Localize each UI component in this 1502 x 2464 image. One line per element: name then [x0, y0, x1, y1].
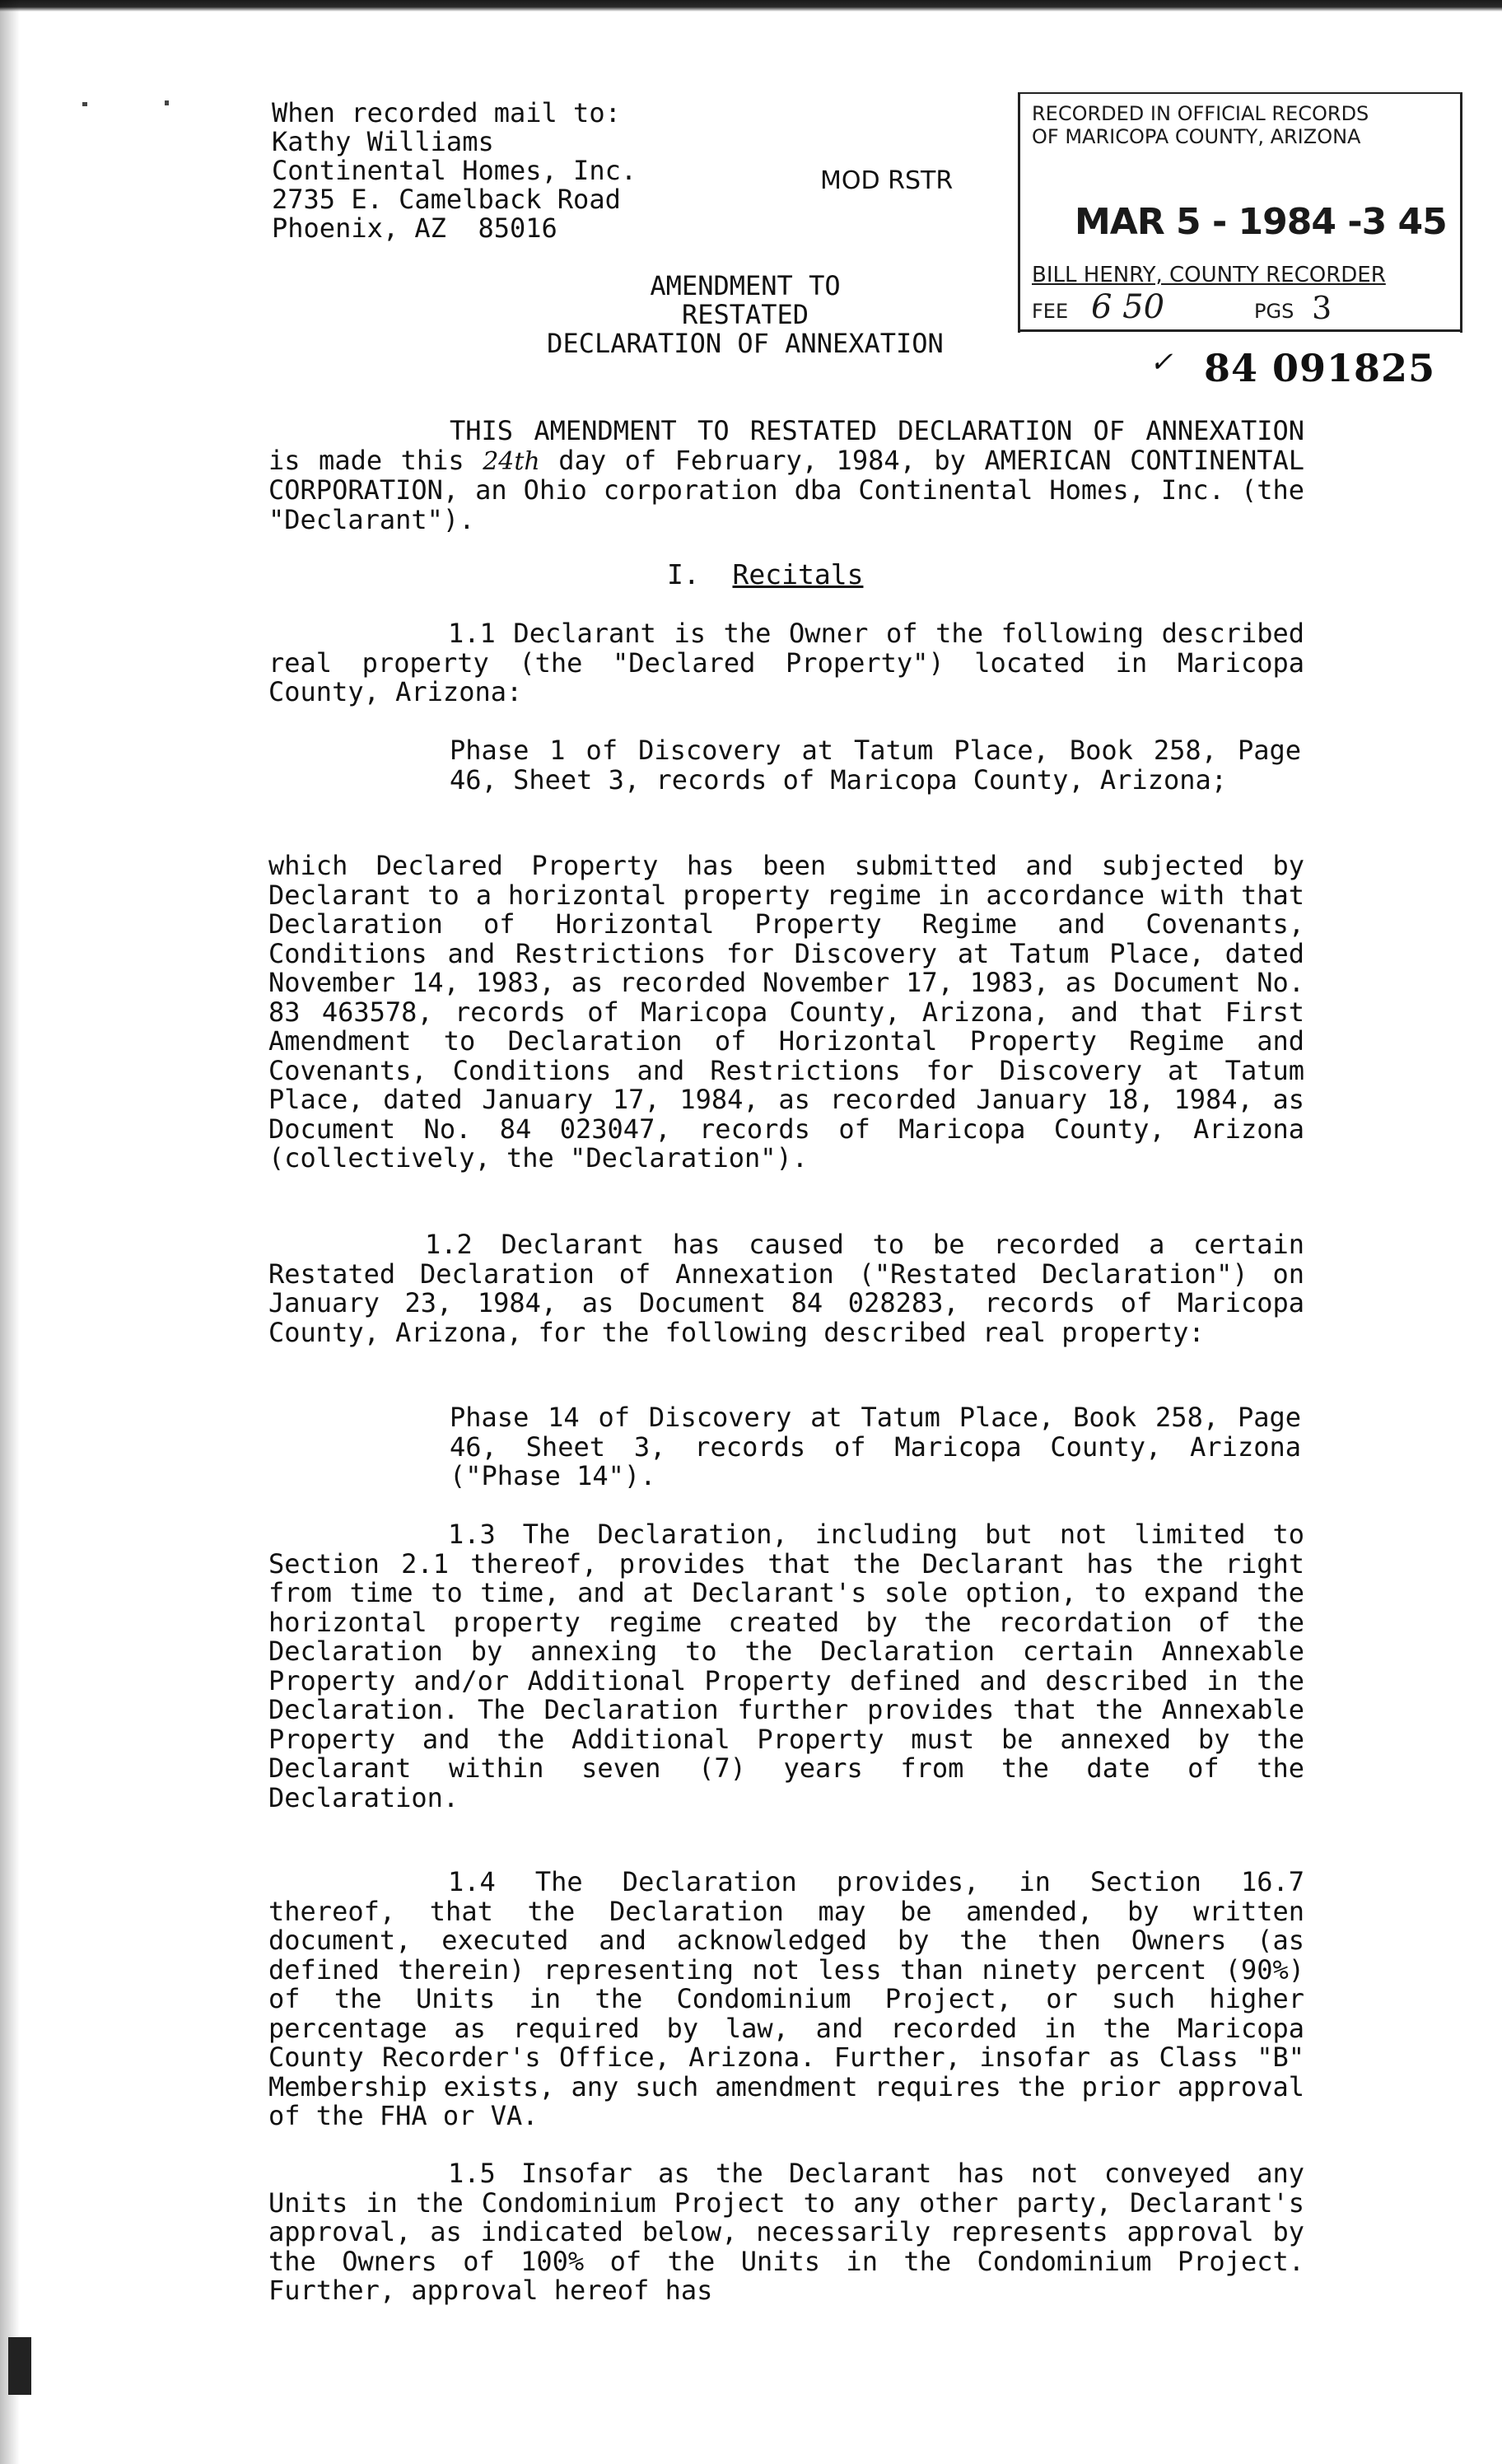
recital-1-3-text: 1.3 The Declaration, including but not limited to Section 2.1 thereof, provides that the Declarant has the right from time to time, and at Declarant's sole option, to expand the horizontal property regime created by the recordation of the Declaration by annexing to the Declaration certain Annexable Property and/or Additional Property defined and described in the Declaration. The Declaration further provides that the Annexable Property and the Additional Property must be annexed by the Declarant within seven (7) years from the date of the Declaration.: [268, 1519, 1304, 1813]
intro-text-1: THIS AMENDMENT TO RESTATED DECLARATION OF ANNEXATION is made this: [268, 415, 1304, 476]
stamp-date: MAR 5 - 1984 -3 45: [1075, 201, 1447, 243]
mail-to-line: Phoenix, AZ 85016: [272, 212, 557, 244]
stamp-pgs-label: PGS: [1254, 300, 1294, 323]
section-heading: [667, 560, 863, 589]
recital-1-2: [268, 1230, 1304, 1347]
recital-1-1-continued: which Declared Property has been submitted and subjected by Declarant to a horizontal property regime in accordance with that Declaration of Horizontal Property Regime and Covenants, Conditions and Restrictions for Discovery at Tatum Place, dated November 14, 1983, as recorded November 17, 1983, as Document No. 83 463578, records of Maricopa County, Arizona, and that First Amendment to Declaration of Horizontal Property Regime and Covenants, Conditions and Restrictions for Discovery at Tatum Place, dated January 17, 1984, as recorded January 18, 1984, as Document No. 84 023047, records of Maricopa County, Arizona (collectively, the "Declaration").: [268, 850, 1304, 1174]
section-title: Recitals: [732, 558, 864, 590]
stamp-line-1: RECORDED IN OFFICIAL RECORDS: [1032, 102, 1369, 125]
stamp-recorder: BILL HENRY, COUNTY RECORDER: [1032, 263, 1386, 287]
recital-1-2-text: 1.2 Declarant has caused to be recorded a certain Restated Declaration of Annexation ("Restated Declaration") on January 23, 1984, as Document 84 028283, records of Maricopa County, Arizona, for the following described real property:: [268, 1229, 1304, 1348]
intro-text-2: day of February, 1984, by AMERICAN CONTINENTAL CORPORATION, an Ohio corporation dba Continental Homes, Inc. (the "Declarant").: [268, 444, 1304, 535]
scan-left-edge: [0, 0, 20, 2464]
mail-to-line: Continental Homes, Inc.: [272, 155, 637, 186]
mail-to-line: Kathy Williams: [272, 126, 494, 157]
legal-description-phase-1: Phase 1 of Discovery at Tatum Place, Book 258, Page 46, Sheet 3, records of Maricopa County, Arizona;: [450, 735, 1301, 796]
stamp-pgs-value: 3: [1312, 290, 1332, 326]
scan-mark: [165, 100, 169, 105]
stamp-divider: [1018, 329, 1462, 332]
mod-note: MOD RSTR: [820, 166, 954, 195]
section-number: I.: [667, 558, 700, 590]
mail-to-line: 2735 E. Camelback Road: [272, 184, 621, 215]
scan-top-edge: [0, 0, 1502, 12]
handwritten-day: 24th: [483, 446, 540, 476]
recital-1-5-text: 1.5 Insofar as the Declarant has not conveyed any Units in the Condominium Project to any other party, Declarant's approval, as indicated below, necessarily represents approval by the Owners of 100% of the Units in the Condominium Project. Further, approval hereof has: [268, 2158, 1304, 2306]
scan-mark: [8, 2337, 31, 2395]
document-number: 84 091825: [1204, 346, 1436, 390]
check-mark-icon: ✓: [1150, 346, 1173, 379]
stamp-line-2: OF MARICOPA COUNTY, ARIZONA: [1032, 125, 1361, 148]
recital-1-4-text: 1.4 The Declaration provides, in Section 16.7 thereof, that the Declaration may be amended, by written document, executed and acknowledged by the then Owners (as defined therein) representing not less than ninety percent (90%) of the Units in the Condominium Project, or such higher percentage as required by law, and recorded in the Maricopa County Recorder's Office, Arizona. Further, insofar as Class "B" Membership exists, any such amendment requires the prior approval of the FHA or VA.: [268, 1866, 1304, 2131]
stamp-fee-label: FEE: [1032, 300, 1069, 323]
title-line-3: DECLARATION OF ANNEXATION: [547, 328, 944, 359]
legal-description-phase-14: Phase 14 of Discovery at Tatum Place, Book 258, Page 46, Sheet 3, records of Maricopa County, Arizona ("Phase 14").: [450, 1402, 1301, 1491]
mail-to-line: When recorded mail to:: [272, 97, 621, 128]
recital-1-1-text: 1.1 Declarant is the Owner of the following described real property (the "Declared Property") located in Maricopa County, Arizona:: [268, 618, 1304, 707]
recital-1-4: [268, 1868, 1304, 2131]
recital-1-5: [268, 2159, 1304, 2306]
mail-to-block: [272, 99, 637, 243]
recital-1-3: [268, 1520, 1304, 1813]
title-line-1: AMENDMENT TO: [650, 270, 841, 301]
intro-paragraph: [268, 417, 1304, 534]
scan-mark: [82, 102, 87, 106]
recording-stamp: [1018, 92, 1462, 333]
recital-1-1: [268, 619, 1304, 707]
stamp-fee-value: 6 50: [1091, 288, 1165, 326]
title-line-2: RESTATED: [681, 299, 809, 330]
document-title: [461, 272, 1029, 358]
